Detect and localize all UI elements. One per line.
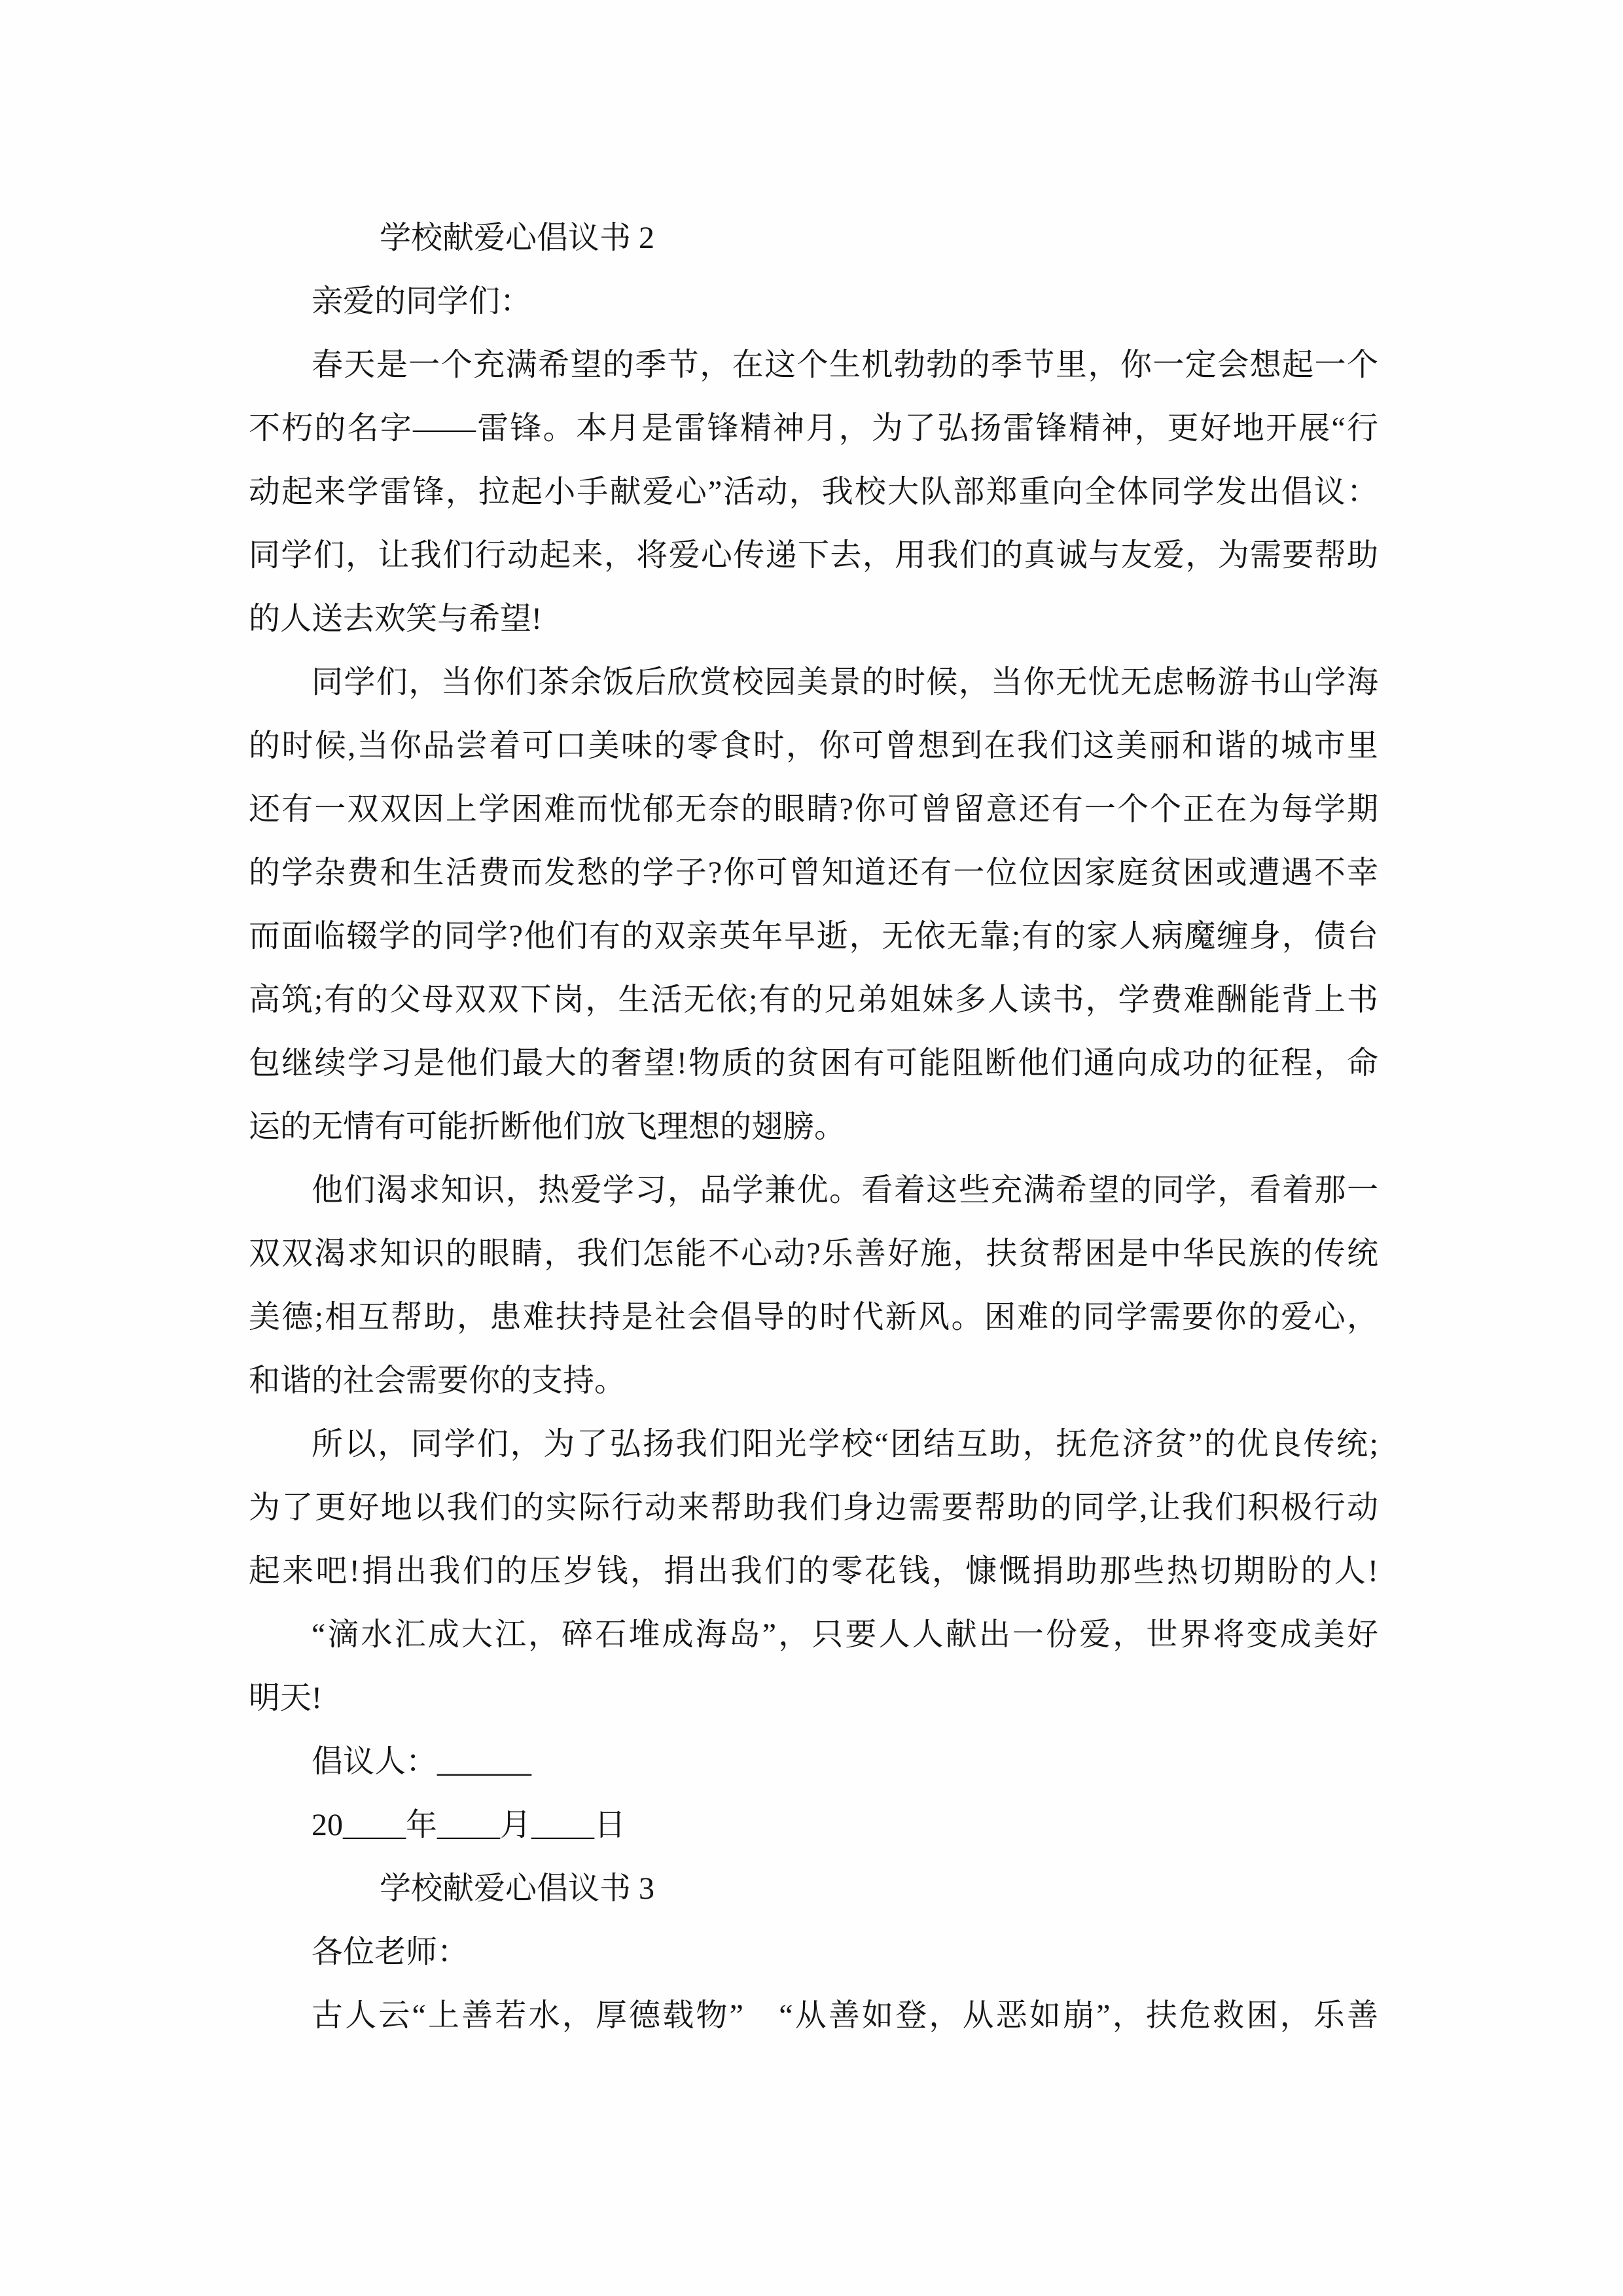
date-line: 20____年____月____日 xyxy=(312,1808,626,1842)
section-title-3: 学校献爱心倡议书 3 xyxy=(380,1871,655,1906)
salutation-teachers: 各位老师： xyxy=(312,1935,469,1969)
text-line: 的人送去欢笑与希望! xyxy=(249,601,542,636)
text-line: 春天是一个充满希望的季节，在这个生机勃勃的季节里，你一定会想起一个 xyxy=(312,348,1378,382)
text-line: “滴水汇成大江，碎石堆成海岛”，只要人人献出一份爱，世界将变成美好 xyxy=(312,1617,1378,1652)
text-line: 所以，同学们，为了弘扬我们阳光学校“团结互助，抚危济贫”的优良传统; xyxy=(312,1427,1378,1462)
text-line: 运的无情有可能折断他们放飞理想的翅膀。 xyxy=(249,1109,846,1144)
text-line: 同学们，让我们行动起来，将爱心传递下去，用我们的真诚与友爱，为需要帮助 xyxy=(249,538,1378,573)
text-line: 明天! xyxy=(249,1681,322,1715)
text-line: 而面临辍学的同学?他们有的双亲英年早逝，无依无靠;有的家人病魔缠身，债台 xyxy=(249,919,1378,954)
text-line: 美德;相互帮助，患难扶持是社会倡导的时代新风。困难的同学需要你的爱心， xyxy=(249,1300,1378,1335)
document-text-block xyxy=(249,206,1378,2047)
text-line: 和谐的社会需要你的支持。 xyxy=(249,1363,626,1398)
text-line: 不朽的名字——雷锋。本月是雷锋精神月，为了弘扬雷锋精神，更好地开展“行 xyxy=(249,411,1378,446)
text-line: 他们渴求知识，热爱学习，品学兼优。看着这些充满希望的同学，看着那一 xyxy=(312,1173,1378,1208)
text-line: 还有一双双因上学困难而忧郁无奈的眼睛?你可曾留意还有一个个正在为每学期 xyxy=(249,792,1378,827)
text-line: 起来吧!捐出我们的压岁钱，捐出我们的零花钱，慷慨捐助那些热切期盼的人! xyxy=(249,1554,1378,1588)
text-line: 古人云“上善若水，厚德载物” “从善如登，从恶如崩”，扶危救困，乐善 xyxy=(312,1998,1378,2033)
text-line: 的时候,当你品尝着可口美味的零食时，你可曾想到在我们这美丽和谐的城市里 xyxy=(249,728,1378,763)
text-line: 同学们，当你们茶余饭后欣赏校园美景的时候，当你无忧无虑畅游书山学海 xyxy=(312,665,1378,700)
text-line: 高筑;有的父母双双下岗，生活无依;有的兄弟姐妹多人读书，学费难酬能背上书 xyxy=(249,982,1378,1017)
text-line: 包继续学习是他们最大的奢望!物质的贫困有可能阻断他们通向成功的征程，命 xyxy=(249,1046,1378,1081)
text-line: 的学杂费和生活费而发愁的学子?你可曾知道还有一位位因家庭贫困或遭遇不幸 xyxy=(249,855,1378,890)
signature-line: 倡议人：______ xyxy=(312,1744,532,1779)
text-line: 为了更好地以我们的实际行动来帮助我们身边需要帮助的同学,让我们积极行动 xyxy=(249,1490,1378,1525)
section-title-2: 学校献爱心倡议书 2 xyxy=(380,221,655,255)
salutation-students: 亲爱的同学们： xyxy=(312,284,532,319)
text-line: 动起来学雷锋，拉起小手献爱心”活动，我校大队部郑重向全体同学发出倡议： xyxy=(249,475,1378,509)
text-line: 双双渴求知识的眼睛，我们怎能不心动?乐善好施，扶贫帮困是中华民族的传统 xyxy=(249,1236,1378,1271)
